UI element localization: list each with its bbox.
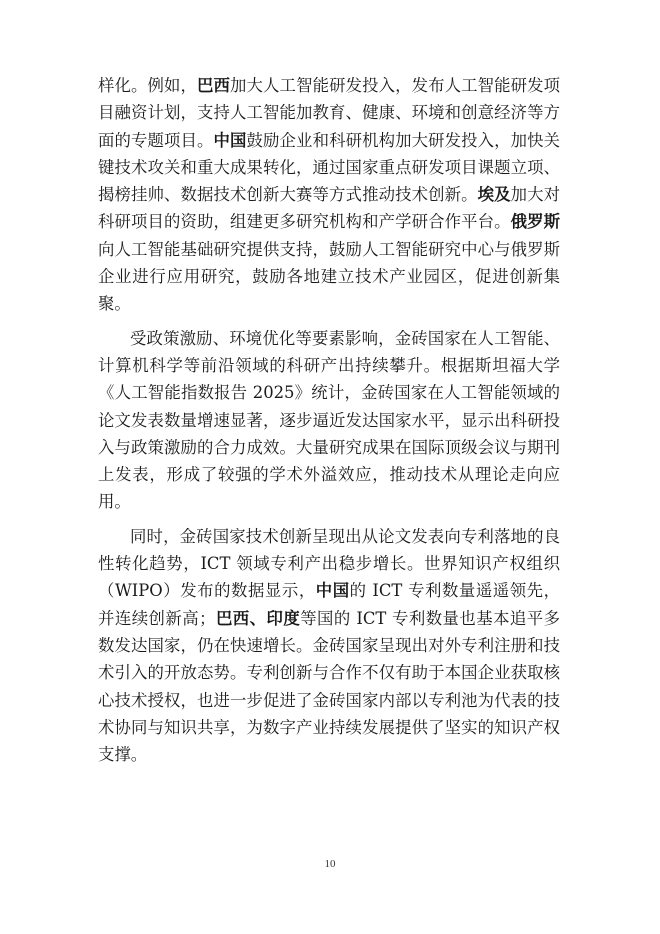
text-segment: 同时，金砖国家技术创新呈现出从论文发表向专利落地的良性转化趋势，ICT 领域专利产出稳步增长。世界知识产权组织（WIPO）发布的数据显示， xyxy=(98,526,560,601)
page-number: 10 xyxy=(324,858,336,870)
country-russia: 俄罗斯 xyxy=(510,212,561,232)
text-segment: 样化。例如， xyxy=(98,76,198,95)
country-egypt: 埃及 xyxy=(477,185,511,205)
text-segment: 鼓励企业和科研机构加大研发投入，加快关键技术攻关和重大成果转化，通过国家重点研发项目课题立项、揭榜挂帅、数据技术创新大赛等方式推动技术创新。 xyxy=(98,130,561,205)
body-text xyxy=(98,72,560,775)
text-segment: 向人工智能基础研究提供支持，鼓励人工智能研究中心与俄罗斯企业进行应用研究，鼓励各地建立技术产业园区，促进创新集聚。 xyxy=(98,239,560,314)
paragraph-2 xyxy=(98,325,560,516)
text-segment: 等国的 ICT 专利数量也基本追平多数发达国家，仍在快速增长。金砖国家呈现出对外专利注册和技术引入的开放态势。专利创新与合作不仅有助于本国企业获取核心技术授权，也进一步促进了金砖国家内部以专利池为代表的技术协同与知识共享，为数字产业持续发展提供了坚实的知识产权支撑。 xyxy=(98,608,561,765)
country-china: 中国 xyxy=(213,130,247,150)
text-segment: 受政策激励、环境优化等要素影响，金砖国家在人工智能、计算机科学等前沿领域的科研产出持续攀升。根据斯坦福大学《人工智能指数报告 2025》统计，金砖国家在人工智能领域的论文发表数量增速显著，逐步逼近发达国家水平，显示出科研投入与政策激励的合力成效。大量研究成果在国际顶级会议与期刊上发表，形成了较强的学术外溢效应，推动技术从理论走向应用。 xyxy=(98,328,560,512)
country-brazil: 巴西 xyxy=(197,76,231,95)
text-segment: 的 ICT 专利数量遥遥领先，并连续创新高； xyxy=(98,581,560,628)
text-segment: 加大对科研项目的资助，组建更多研究机构和产学研合作平台。 xyxy=(98,185,561,232)
text-segment: 加大人工智能研发投入，发布人工智能研发项目融资计划，支持人工智能加教育、健康、环境和创意经济等方面的专题项目。 xyxy=(98,76,561,150)
paragraph-3 xyxy=(98,523,560,769)
paragraph-1 xyxy=(98,72,560,318)
country-china: 中国 xyxy=(315,581,350,601)
country-brazil-india: 巴西、印度 xyxy=(215,608,301,628)
